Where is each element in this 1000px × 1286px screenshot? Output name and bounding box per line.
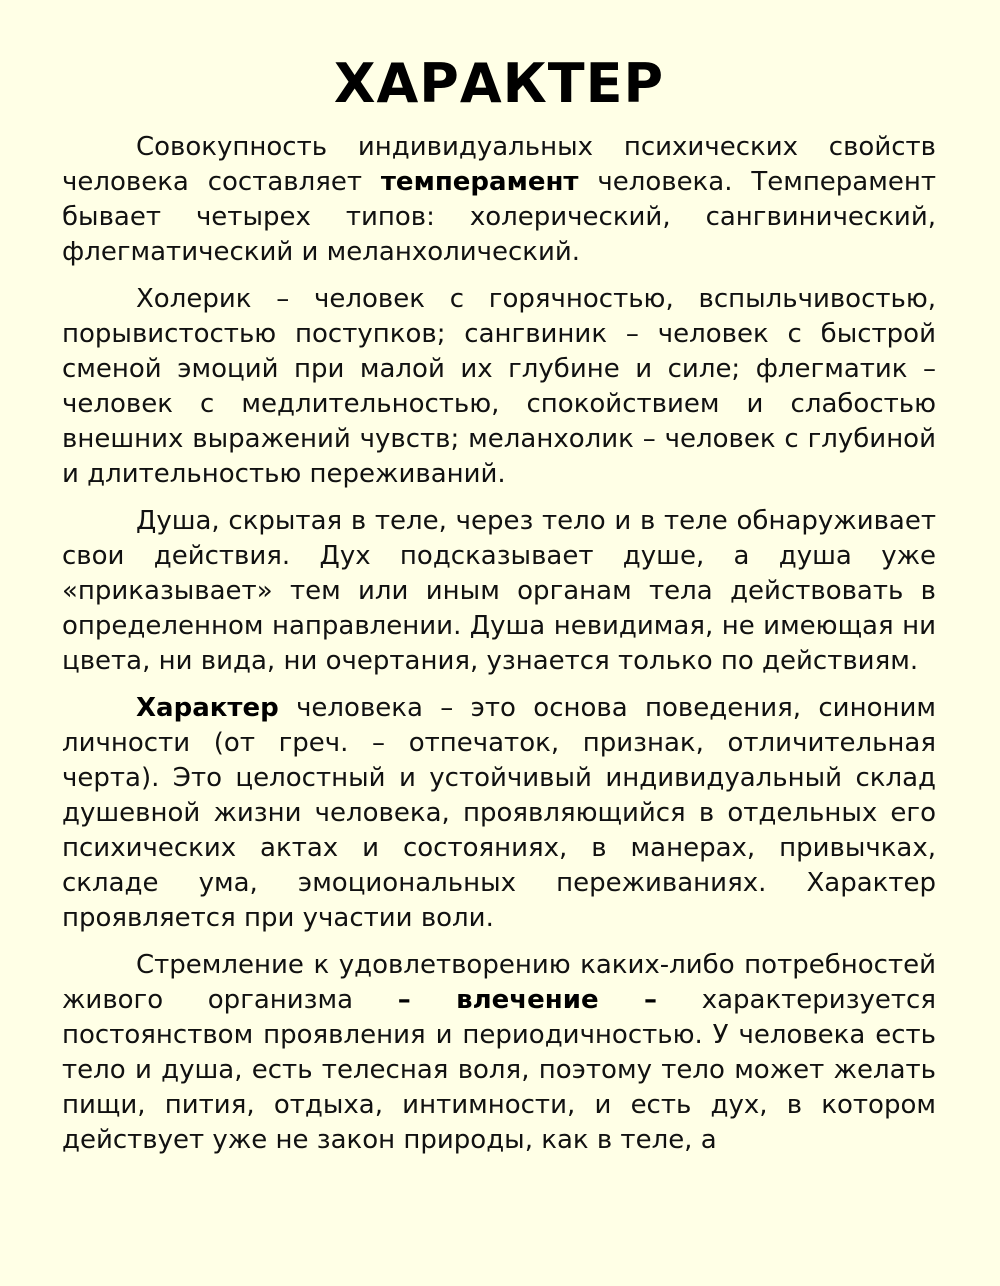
paragraph-text: человека. Темперамент бывает четырех типов: холерический, сангвинический, флегматический и меланхолический.: [62, 167, 936, 267]
paragraph: [62, 282, 936, 492]
bold-term: Характер: [136, 693, 279, 723]
paragraph-text: человека – это основа поведения, синоним личности (от греч. – отпечаток, признак, отличительная черта). Это целостный и устойчивый индивидуальный склад душевной жизни человека, проявляющийся в отдельных его психических актах и состояниях, в манерах, привычках, складе ума, эмоциональных переживаниях. Характер проявляется при участии воли.: [62, 693, 936, 933]
paragraph-text: Душа, скрытая в теле, через тело и в теле обнаруживает свои действия. Дух подсказывает душе, а душа уже «приказывает» тем или иным органам тела действовать в определенном направлении. Душа невидимая, не имеющая ни цвета, ни вида, ни очертания, узнается только по действиям.: [62, 506, 936, 676]
bold-term: – влечение –: [397, 985, 658, 1015]
bold-term: темперамент: [380, 167, 579, 197]
paragraph-text: Стремление к удовлетворению каких-либо потребностей живого организма: [62, 950, 936, 1015]
paragraph-text: характеризуется постоянством проявления и периодичностью. У человека есть тело и душа, есть телесная воля, поэтому тело может желать пищи, пития, отдыха, интимности, и есть дух, в котором действует уже не закон природы, как в теле, а: [62, 985, 936, 1155]
paragraph-text: Совокупность индивидуальных психических свойств человека составляет: [62, 132, 936, 197]
paragraph: [62, 691, 936, 936]
paragraph: [62, 948, 936, 1158]
document-body: [62, 130, 936, 1158]
paragraph: [62, 504, 936, 679]
page-title: ХАРАКТЕР: [333, 52, 665, 115]
paragraph-text: Холерик – человек с горячностью, вспыльчивостью, порывистостью поступков; сангвиник – человек с быстрой сменой эмоций при малой их глубине и силе; флегматик – человек с медлительностью, спокойствием и слабостью внешних выражений чувств; меланхолик – человек с глубиной и длительностью переживаний.: [62, 284, 936, 489]
paragraph: [62, 130, 936, 270]
